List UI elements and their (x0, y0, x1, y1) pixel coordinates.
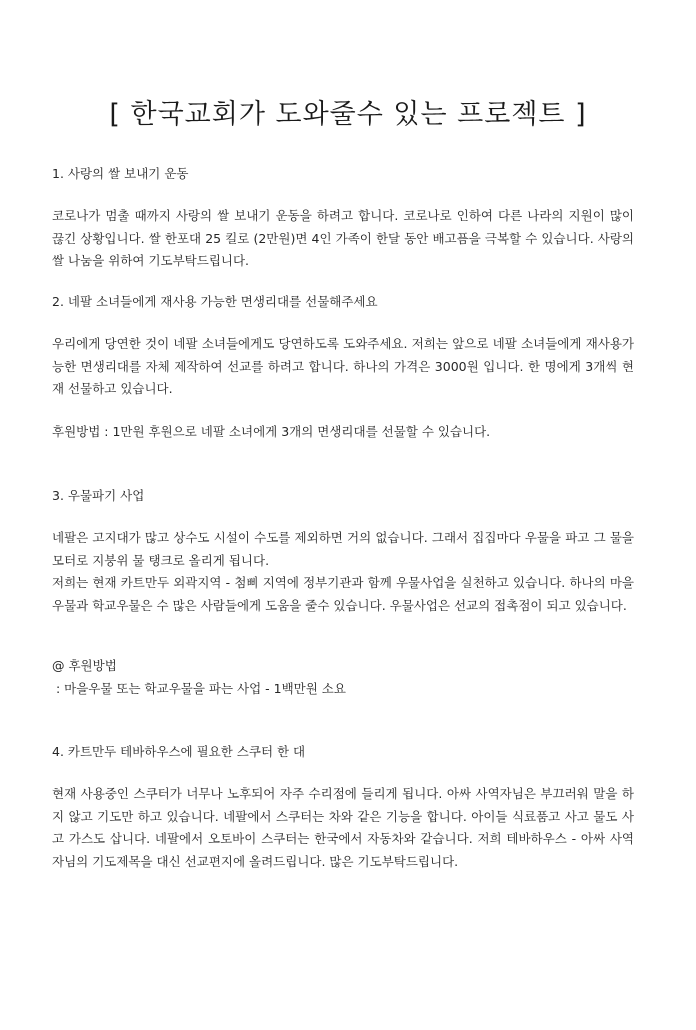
section-4-heading: 4. 카트만두 테바하우스에 필요한 스쿠터 한 대 (52, 744, 306, 759)
section-2-heading: 2. 네팔 소녀들에게 재사용 가능한 면생리대를 선물해주세요 (52, 294, 378, 309)
section-1-paragraph: 코로나가 멈출 때까지 사랑의 쌀 보내기 운동을 하려고 합니다. 코로나로 인하여 다른 나라의 지원이 많이 끊긴 상황입니다. 쌀 한포대 25 킬로 (2만원)면 4인 가족이 한달 동안 배고픔을 극복할 수 있습니다. 사랑의 쌀 나눔을 위하여 기도부탁드립니다. (52, 208, 634, 268)
section-3-paragraph-1: 네팔은 고지대가 많고 상수도 시설이 수도를 제외하면 거의 없습니다. 그래서 집집마다 우물을 파고 그 물을 모터로 지붕위 물 탱크로 올리게 됩니다. (52, 530, 634, 568)
page-title: [ 한국교회가 도와줄수 있는 프로젝트 ] (109, 99, 587, 130)
section-3-support-detail: : 마을우물 또는 학교우물을 파는 사업 - 1백만원 소요 (52, 681, 346, 696)
section-1-heading: 1. 사랑의 쌀 보내기 운동 (52, 166, 189, 181)
section-3-heading: 3. 우물파기 사업 (52, 488, 145, 503)
section-2-support: 후원방법 : 1만원 후원으로 네팔 소녀에게 3개의 면생리대를 선물할 수 있습니다. (52, 424, 491, 439)
section-3-support-heading: @ 후원방법 (52, 658, 117, 673)
section-3-paragraph-2: 저희는 현재 카트만두 외곽지역 - 첨삐 지역에 정부기관과 함께 우물사업을 실천하고 있습니다. 하나의 마을우물과 학교우물은 수 많은 사람들에게 도움을 줄수 있습니다. 우물사업은 선교의 접촉점이 되고 있습니다. (52, 575, 634, 613)
section-4-paragraph: 현재 사용중인 스쿠터가 너무나 노후되어 자주 수리점에 들리게 됩니다. 아싸 사역자님은 부끄러워 말을 하지 않고 기도만 하고 있습니다. 네팔에서 스쿠터는 차와 같은 기능을 합니다. 아이들 식료품고 사고 물도 사고 가스도 삽니다. 네팔에서 오토바이 스쿠터는 한국에서 자동차와 같습니다. 저희 테바하우스 - 아싸 사역자님의 기도제목을 대신 선교편지에 올려드립니다. 많은 기도부탁드립니다. (52, 786, 634, 869)
section-2-paragraph: 우리에게 당연한 것이 네팔 소녀들에게도 당연하도록 도와주세요. 저희는 앞으로 네팔 소녀들에게 재사용가능한 면생리대를 자체 제작하여 선교를 하려고 합니다. 하나의 가격은 3000원 입니다. 한 명에게 3개씩 현재 선물하고 있습니다. (52, 336, 634, 396)
